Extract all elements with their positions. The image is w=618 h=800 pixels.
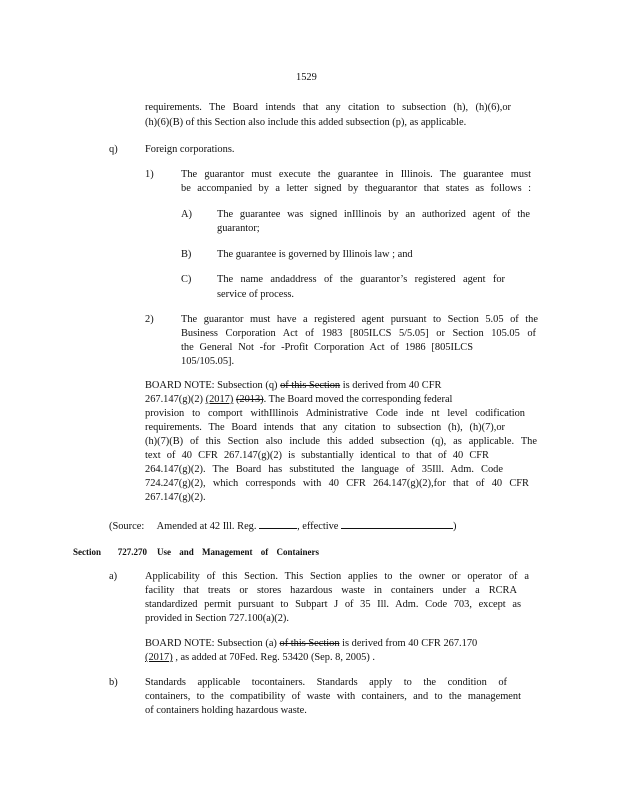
- source-close: ): [453, 521, 457, 532]
- struck-text: of this Section: [279, 638, 340, 649]
- text-line: [145, 637, 477, 651]
- text-line: [145, 651, 375, 665]
- text-line: the General Not -for -Profit Corporation Act of 1986 [805ILCS: [181, 342, 473, 353]
- source-effective: , effective: [297, 521, 339, 532]
- effective-date-blank: [341, 518, 453, 529]
- text-line: facility that treats or stores hazardous waste in containers under a RCRA: [145, 585, 517, 596]
- text-line: 724.247(g)(2), which corresponds with 40 CFR 264.147(g)(2),for that of 40 CFR: [145, 478, 529, 489]
- note-text: is derived from 40 CFR: [342, 380, 442, 391]
- text-line: provision to comport withIllinois Administrative Code inde nt level codification: [145, 408, 525, 419]
- text-line: standardized permit pursuant to Subpart J of 35 Ill. Adm. Code 703, except as: [145, 599, 521, 610]
- item-label: B): [181, 249, 192, 260]
- inserted-text: (2017): [205, 394, 234, 405]
- text-line: containers, to the compatibility of waste with containers, and to the management: [145, 691, 521, 702]
- text-line: The name andaddress of the guarantor’s registered agent for: [217, 274, 505, 285]
- item-heading: Foreign corporations.: [145, 144, 235, 155]
- page-number: 1529: [296, 72, 317, 83]
- text-line: [145, 393, 452, 407]
- item-label: q): [109, 144, 118, 155]
- note-text: . The Board moved the corresponding federal: [263, 394, 453, 405]
- text-line: of containers holding hazardous waste.: [145, 705, 307, 716]
- item-label: A): [181, 209, 192, 220]
- struck-text: of this Section: [280, 380, 341, 391]
- text-line: requirements. The Board intends that any citation to subsection (h), (h)(6),or: [145, 102, 511, 113]
- text-line: (h)(7)(B) of this Section also include this added subsection (q), as applicable. The: [145, 436, 537, 447]
- source-label: (Source:: [109, 521, 145, 532]
- text-line: service of process.: [217, 289, 295, 300]
- note-text: BOARD NOTE: Subsection (q): [145, 380, 278, 391]
- text-line: The guarantee is governed by Illinois law ; and: [217, 249, 413, 260]
- item-label: 2): [145, 314, 154, 325]
- struck-text: (2013): [235, 394, 264, 405]
- text-line: 105/105.05].: [181, 356, 235, 367]
- text-line: 267.147(g)(2).: [145, 492, 206, 503]
- item-label: 1): [145, 169, 154, 180]
- text-line: guarantor;: [217, 223, 260, 234]
- text-line: Standards applicable tocontainers. Standards apply to the condition of: [145, 677, 507, 688]
- item-label: b): [109, 677, 118, 688]
- text-line: requirements. The Board intends that any citation to subsection (h), (h)(7),or: [145, 422, 505, 433]
- section-number: Section 727.270: [73, 547, 147, 557]
- item-label: a): [109, 571, 118, 582]
- text-line: provided in Section 727.100(a)(2).: [145, 613, 289, 624]
- source-amended: Amended at 42 Ill. Reg.: [156, 521, 257, 532]
- note-text: , as added at 70Fed. Reg. 53420 (Sep. 8, 2005) .: [175, 652, 376, 663]
- inserted-text: (2017): [145, 652, 173, 663]
- text-line: [145, 379, 441, 393]
- text-line: The guarantor must have a registered agent pursuant to Section 5.05 of the: [181, 314, 538, 325]
- item-label: C): [181, 274, 192, 285]
- text-line: text of 40 CFR 267.147(g)(2) is substantially identical to that of 40 CFR: [145, 450, 489, 461]
- text-line: 264.147(g)(2). The Board has substituted the language of 35Ill. Adm. Code: [145, 464, 503, 475]
- note-text: is derived from 40 CFR 267.170: [342, 638, 478, 649]
- note-text: 267.147(g)(2): [145, 394, 204, 405]
- text-line: be accompanied by a letter signed by theguarantor that states as follows :: [181, 183, 531, 194]
- text-line: Business Corporation Act of 1983 [805ILCS 5/5.05] or Section 105.05 of: [181, 328, 536, 339]
- section-title: Use and Management of Containers: [157, 547, 319, 557]
- note-text: BOARD NOTE: Subsection (a): [145, 638, 277, 649]
- text-line: The guarantee was signed inIllinois by an authorized agent of the: [217, 209, 530, 220]
- register-blank: [259, 518, 297, 529]
- text-line: Applicability of this Section. This Section applies to the owner or operator of a: [145, 571, 529, 582]
- text-line: The guarantor must execute the guarantee in Illinois. The guarantee must: [181, 169, 531, 180]
- text-line: (h)(6)(B) of this Section also include this added subsection (p), as applicable.: [145, 117, 467, 128]
- source-line: [109, 518, 457, 534]
